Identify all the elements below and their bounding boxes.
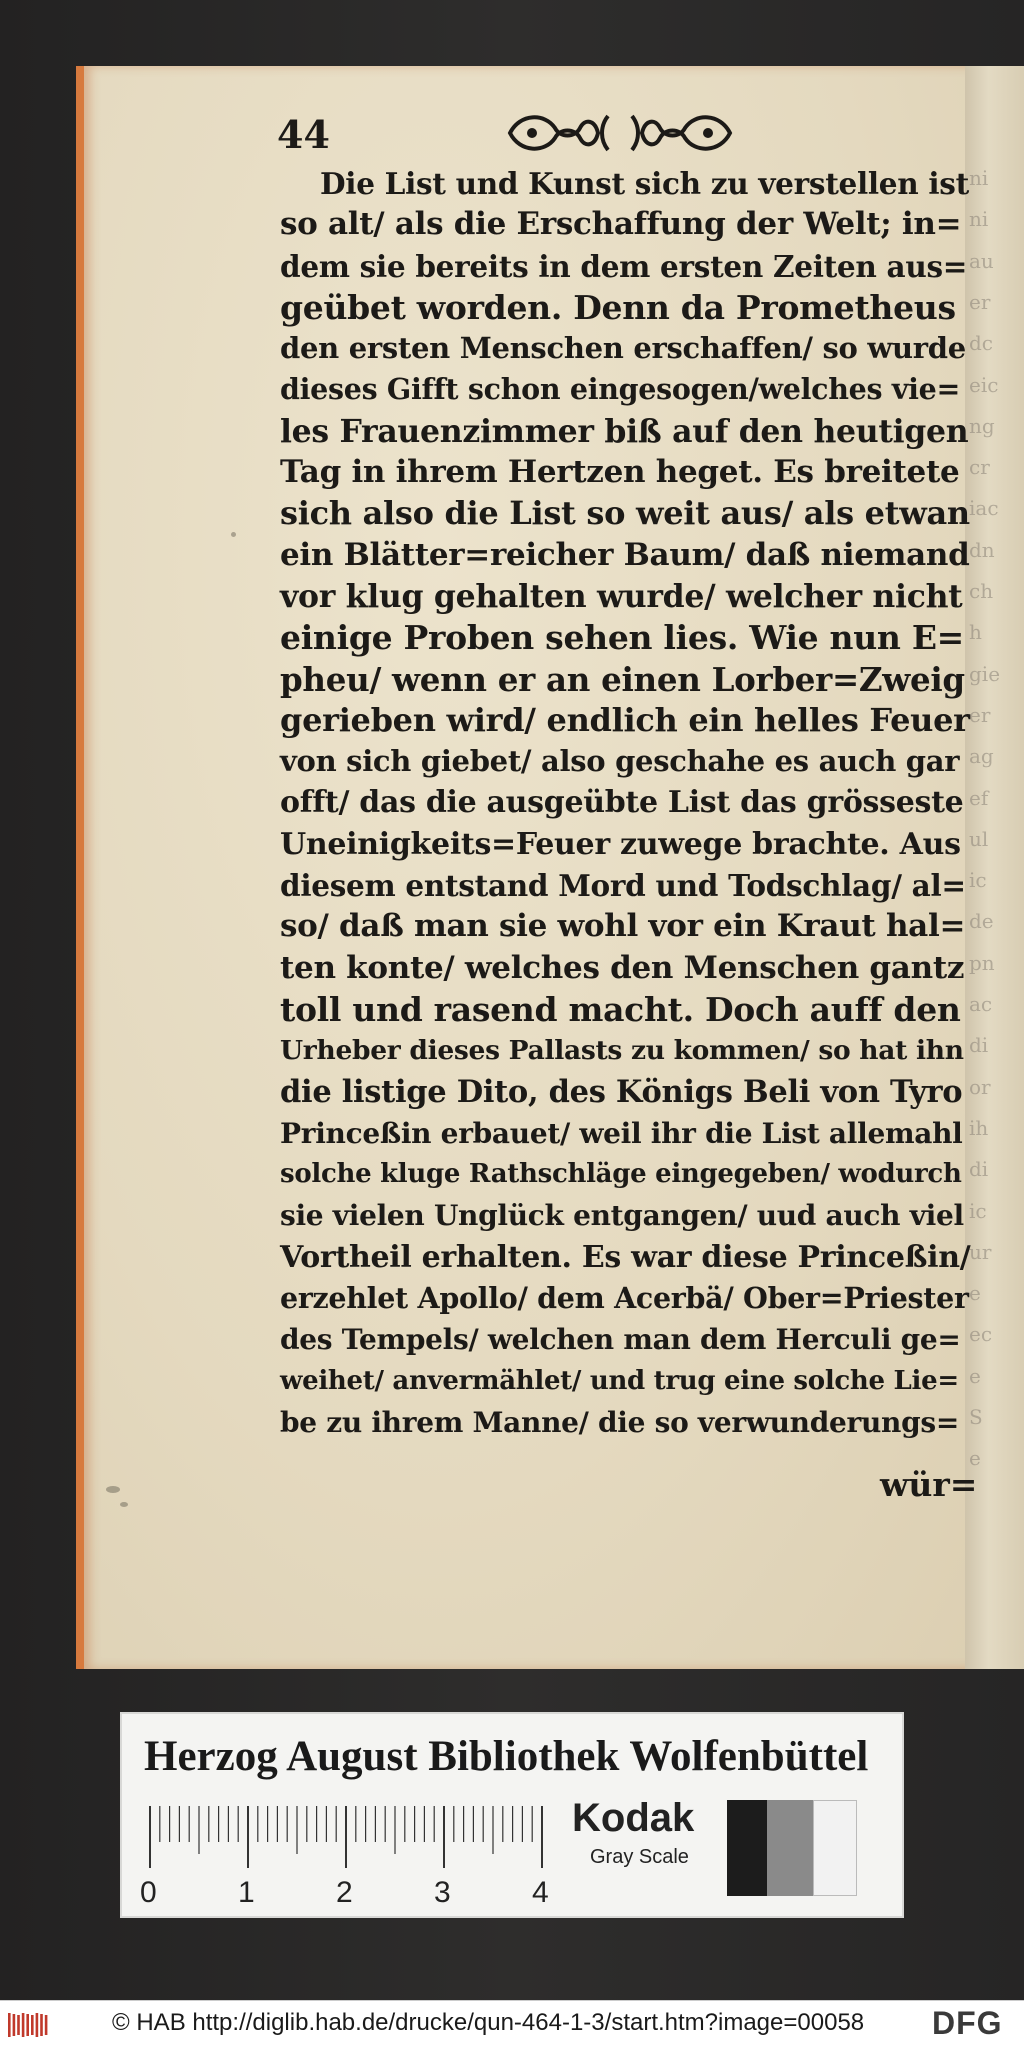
text-line: weihet/ anvermählet/ und trug eine solche Lie=	[280, 1365, 959, 1396]
bleed-fragment: di	[969, 1033, 989, 1058]
text-line: so/ daß man sie wohl vor ein Kraut hal=	[280, 908, 966, 945]
text-line: solche kluge Rathschläge eingegeben/ wodurch	[280, 1159, 962, 1190]
bleed-fragment: ni	[969, 207, 989, 232]
logo-stripe	[22, 2013, 25, 2037]
ruler-number: 0	[140, 1876, 157, 1909]
text-line: geübet worden. Denn da Prometheus	[280, 287, 956, 327]
bleed-fragment: ng	[969, 413, 995, 438]
text-line: des Tempels/ welchen man dem Herculi ge=	[280, 1323, 961, 1357]
header-ornament	[500, 108, 740, 158]
logo-stripe	[36, 2013, 39, 2037]
hab-logo-icon[interactable]	[6, 2011, 50, 2039]
page-number: 44	[277, 112, 330, 157]
text-line: vor klug gehalten wurde/ welcher nicht	[280, 577, 963, 615]
bleed-fragment: ni	[969, 166, 989, 190]
text-line: les Frauenzimmer biß auf den heutigen	[280, 412, 969, 450]
bleed-fragment: gie	[969, 661, 1001, 686]
logo-stripe	[40, 2014, 43, 2036]
logo-stripe	[8, 2013, 11, 2037]
page-speck	[231, 532, 236, 537]
bleed-fragment: ul	[969, 826, 989, 851]
copyright-url-link[interactable]: © HAB http://diglib.hab.de/drucke/qun-464-1-3/start.htm?image=00058	[112, 2009, 865, 2036]
bleed-fragment: ur	[969, 1239, 992, 1264]
text-line: offt/ das die ausgeübte List das grösseste	[280, 785, 964, 821]
logo-stripe	[13, 2014, 16, 2036]
ruler-number: 1	[238, 1876, 255, 1909]
text-line: Tag in ihrem Hertzen heget. Es breitete	[280, 454, 960, 491]
viewer-footer	[0, 2000, 1024, 2048]
text-line: die listige Dito, des Königs Beli von Tyro	[280, 1073, 963, 1110]
logo-stripe	[31, 2015, 34, 2035]
bleed-fragment: di	[969, 1157, 989, 1182]
text-line: sie vielen Unglück entgangen/ uud auch viel	[280, 1199, 964, 1233]
gray-swatch	[813, 1800, 857, 1896]
kodak-logo-text: Kodak	[572, 1796, 695, 1840]
page-speck	[106, 1486, 120, 1493]
catchword: wür=	[880, 1465, 978, 1504]
bleed-fragment: ac	[969, 992, 993, 1016]
text-line: Urheber dieses Pallasts zu kommen/ so hat ihn	[280, 1035, 964, 1067]
bleed-fragment: or	[969, 1074, 991, 1099]
logo-stripe	[17, 2015, 20, 2035]
bleed-fragment: ic	[969, 1198, 987, 1223]
bleed-fragment: de	[969, 909, 994, 934]
gray-swatch	[727, 1800, 767, 1896]
bleed-fragment: er	[969, 289, 991, 314]
text-line: so alt/ als die Erschaffung der Welt; in=	[280, 206, 962, 243]
text-line: be zu ihrem Manne/ die so verwunderungs=	[280, 1405, 960, 1439]
bleed-fragment: e	[969, 1363, 981, 1388]
ruler-number: 4	[532, 1876, 549, 1909]
text-line: sich also die List so weit aus/ als etwan	[280, 494, 970, 533]
text-line: dieses Gifft schon eingesogen/welches vie=	[280, 372, 961, 407]
text-line: von sich giebet/ also geschahe es auch gar	[280, 744, 960, 779]
ruler-number: 2	[336, 1876, 353, 1909]
text-line: ein Blätter=reicher Baum/ daß niemand	[280, 536, 970, 573]
text-line: einige Proben sehen lies. Wie nun E=	[280, 618, 965, 658]
bleed-fragment: ch	[969, 579, 994, 603]
bleed-fragment: e	[969, 1281, 981, 1306]
text-line: Vortheil erhalten. Es war diese Princeßin/	[280, 1239, 971, 1275]
page-speck	[120, 1502, 128, 1507]
gray-scale-label: Gray Scale	[590, 1846, 689, 1868]
text-line: dem sie bereits in dem ersten Zeiten aus=	[280, 248, 968, 284]
ruler-number: 3	[434, 1876, 451, 1909]
text-line: Uneinigkeits=Feuer zuwege brachte. Aus	[280, 826, 961, 862]
bleed-fragment: e	[969, 1446, 981, 1471]
dfg-logo: DFG	[932, 2005, 1003, 2041]
text-line: Die List und Kunst sich zu verstellen ist	[320, 166, 969, 201]
library-name: Herzog August Bibliothek Wolfenbüttel	[144, 1733, 869, 1780]
text-line: ten konte/ welches den Menschen gantz	[280, 949, 965, 986]
logo-stripe	[26, 2014, 29, 2036]
text-line: toll und rasend macht. Doch auff den	[280, 989, 961, 1029]
body-text	[280, 163, 970, 1443]
bleed-fragment: ec	[969, 1322, 993, 1347]
gray-swatches	[727, 1800, 857, 1896]
bleed-fragment: er	[969, 702, 991, 727]
text-line: Princeßin erbauet/ weil ihr die List allemahl	[280, 1116, 963, 1150]
next-page-edge	[965, 66, 1024, 1669]
logo-stripe	[45, 2015, 48, 2035]
bleed-fragment: ag	[969, 744, 994, 769]
bleed-fragment: ih	[969, 1115, 989, 1140]
gray-swatch	[767, 1800, 813, 1896]
bleed-fragment: au	[969, 248, 994, 273]
text-line: pheu/ wenn er an einen Lorber=Zweig	[280, 659, 965, 699]
library-color-card	[122, 1714, 902, 1916]
bleed-fragment: iac	[969, 496, 999, 521]
text-line: diesem entstand Mord und Todschlag/ al=	[280, 868, 966, 904]
bleed-fragment: dc	[969, 331, 994, 356]
bleed-fragment: ic	[969, 868, 987, 893]
text-line: erzehlet Apollo/ dem Acerbä/ Ober=Priester	[280, 1281, 969, 1316]
bleed-fragment: eic	[969, 372, 999, 397]
bleed-fragment: dn	[969, 537, 995, 562]
bleed-fragment: cr	[969, 455, 990, 480]
bleed-fragment: ef	[969, 785, 989, 810]
text-line: gerieben wird/ endlich ein helles Feuer	[280, 700, 970, 739]
text-line: den ersten Menschen erschaffen/ so wurde	[280, 331, 966, 366]
bleed-fragment: S	[969, 1405, 983, 1429]
bleed-fragment: pn	[969, 950, 995, 975]
bleed-fragment: h	[969, 620, 982, 645]
